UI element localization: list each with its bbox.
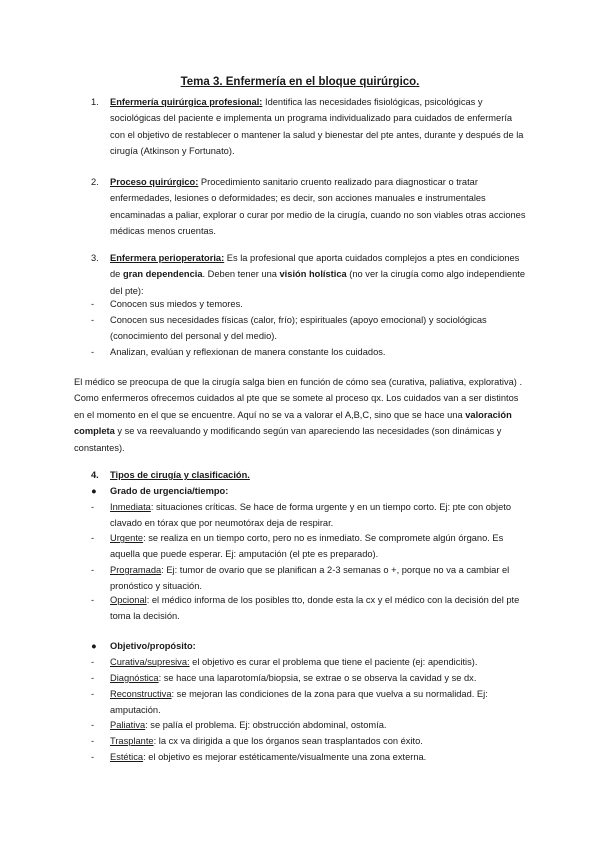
dash-marker: - (91, 299, 95, 309)
section-4-number: 4. (91, 470, 99, 480)
item-3-bullet-2: Conocen sus necesidades físicas (calor, frío); espirituales (apoyo emocional) y sociológicas (conocimiento del personal y del medio). (110, 315, 487, 342)
group-2-entry-2: Diagnóstica: se hace una laparotomía/biopsia, se extrae o se observa la cavidad y se dx. (110, 673, 477, 683)
item-2-body (110, 174, 526, 240)
item-3-text-c: (no ver la cirugía como algo independiente del pte): (110, 269, 525, 296)
item-1-number: 1. (91, 97, 99, 107)
item-2-text: Procedimiento sanitario cruento realizado para diagnosticar o tratar enfermedades, lesiones o deformidades; es decir, son acciones manuales e instrumentales encaminadas a paliar, explorar o curar por medio de la cirugía, cuando no son viables otras acciones médicas menos cruentas. (110, 177, 526, 237)
group-2-entry-4: Paliativa: se palía el problema. Ej: obstrucción abdominal, ostomía. (110, 720, 387, 730)
item-3-body (110, 250, 528, 299)
item-3-number: 3. (91, 253, 99, 263)
group-1-entry-2: Urgente: se realiza en un tiempo corto, pero no es inmediato. Se compromete algún órgano. Es aquella que puede esperar. Ej: amputación (el pte es preparado). (110, 533, 504, 560)
item-3-bullet-3: Analizan, evalúan y reflexionan de manera constante los cuidados. (110, 347, 386, 357)
item-1-body (110, 94, 526, 160)
item-3-bullet-1: Conocen sus miedos y temores. (110, 299, 243, 309)
item-3-bold-a: gran dependencia (122, 269, 203, 280)
dash-marker: - (91, 657, 95, 667)
dash-marker: - (91, 347, 95, 357)
dash-marker: - (91, 502, 95, 512)
dash-marker: - (91, 752, 95, 762)
paragraph-text-b: y se va reevaluando y modificando según van apareciendo las necesidades (son dinámicas y constantes). (74, 426, 502, 453)
dash-marker: - (91, 533, 95, 543)
bullet-icon: ● (91, 641, 97, 651)
group-2-entry-1: Curativa/supresiva: el objetivo es curar el problema que tiene el paciente (ej: apendicitis). (110, 657, 478, 667)
item-1-text: Identifica las necesidades fisiológicas, psicológicas y sociológicas del paciente e implementa un programa individualizado para cuidados de enfermería con el objetivo de restablecer o mantener la salud y bienestar del pte antes, durante y después de la cirugía (Atkinson y Fortunato). (110, 97, 524, 157)
group-2-entry-3: Reconstructiva: se mejoran las condiciones de la zona para que vuelva a su normalidad. Ej: amputación. (110, 689, 488, 716)
paragraph-text-a: El médico se preocupa de que la cirugía salga bien en función de cómo sea (curativa, paliativa, explorativa) . Como enfermeros ofrecemos cuidados al pte que se somete al proceso qx. Los cuidados van a ser distintos en el momento en el que se encuentre. Aquí no se va a valorar el A,B,C, sino que se hace una (74, 377, 523, 420)
paragraph-bold: valoración completa (74, 409, 512, 437)
section-4-heading: Tipos de cirugía y clasificación. (110, 470, 250, 480)
dash-marker: - (91, 720, 95, 730)
item-3-text-a: Es la profesional que aporta cuidados complejos a ptes en condiciones de (110, 253, 520, 280)
dash-marker: - (91, 315, 95, 325)
group-1-label: Grado de urgencia/tiempo: (110, 486, 229, 496)
group-1-entry-3: Programada: Ej: tumor de ovario que se planifican a 2-3 semanas o +, porque no va a cambiar el pronóstico y situación. (110, 565, 510, 592)
item-2-heading: Proceso quirúrgico: (110, 177, 199, 187)
body-paragraph (74, 374, 528, 456)
dash-marker: - (91, 565, 95, 575)
group-1-entry-1: Inmediata: situaciones críticas. Se hace de forma urgente y en un tiempo corto. Ej: pte con objeto clavado en tórax que por neumotórax deja de respirar. (110, 502, 512, 529)
bullet-icon: ● (91, 486, 97, 496)
dash-marker: - (91, 673, 95, 683)
item-3-text-b: . Deben tener una (202, 269, 280, 280)
group-2-entry-6: Estética: el objetivo es mejorar estéticamente/visualmente una zona externa. (110, 752, 427, 762)
item-2-number: 2. (91, 177, 99, 187)
page-title: Tema 3. Enfermería en el bloque quirúrgico. (180, 76, 420, 88)
item-1-heading: Enfermería quirúrgica profesional: (110, 97, 263, 107)
item-3-bold-b: visión holística (279, 269, 347, 280)
group-2-label: Objetivo/propósito: (110, 641, 196, 651)
dash-marker: - (91, 595, 95, 605)
group-2-entry-5: Trasplante: la cx va dirigida a que los órganos sean trasplantados con éxito. (110, 736, 423, 746)
dash-marker: - (91, 736, 95, 746)
item-3-heading: Enfermera perioperatoria: (110, 253, 225, 263)
group-1-entry-4: Opcional: el médico informa de los posibles tto, donde esta la cx y el médico con la decisión del pte toma la decisión. (110, 595, 520, 622)
dash-marker: - (91, 689, 95, 699)
